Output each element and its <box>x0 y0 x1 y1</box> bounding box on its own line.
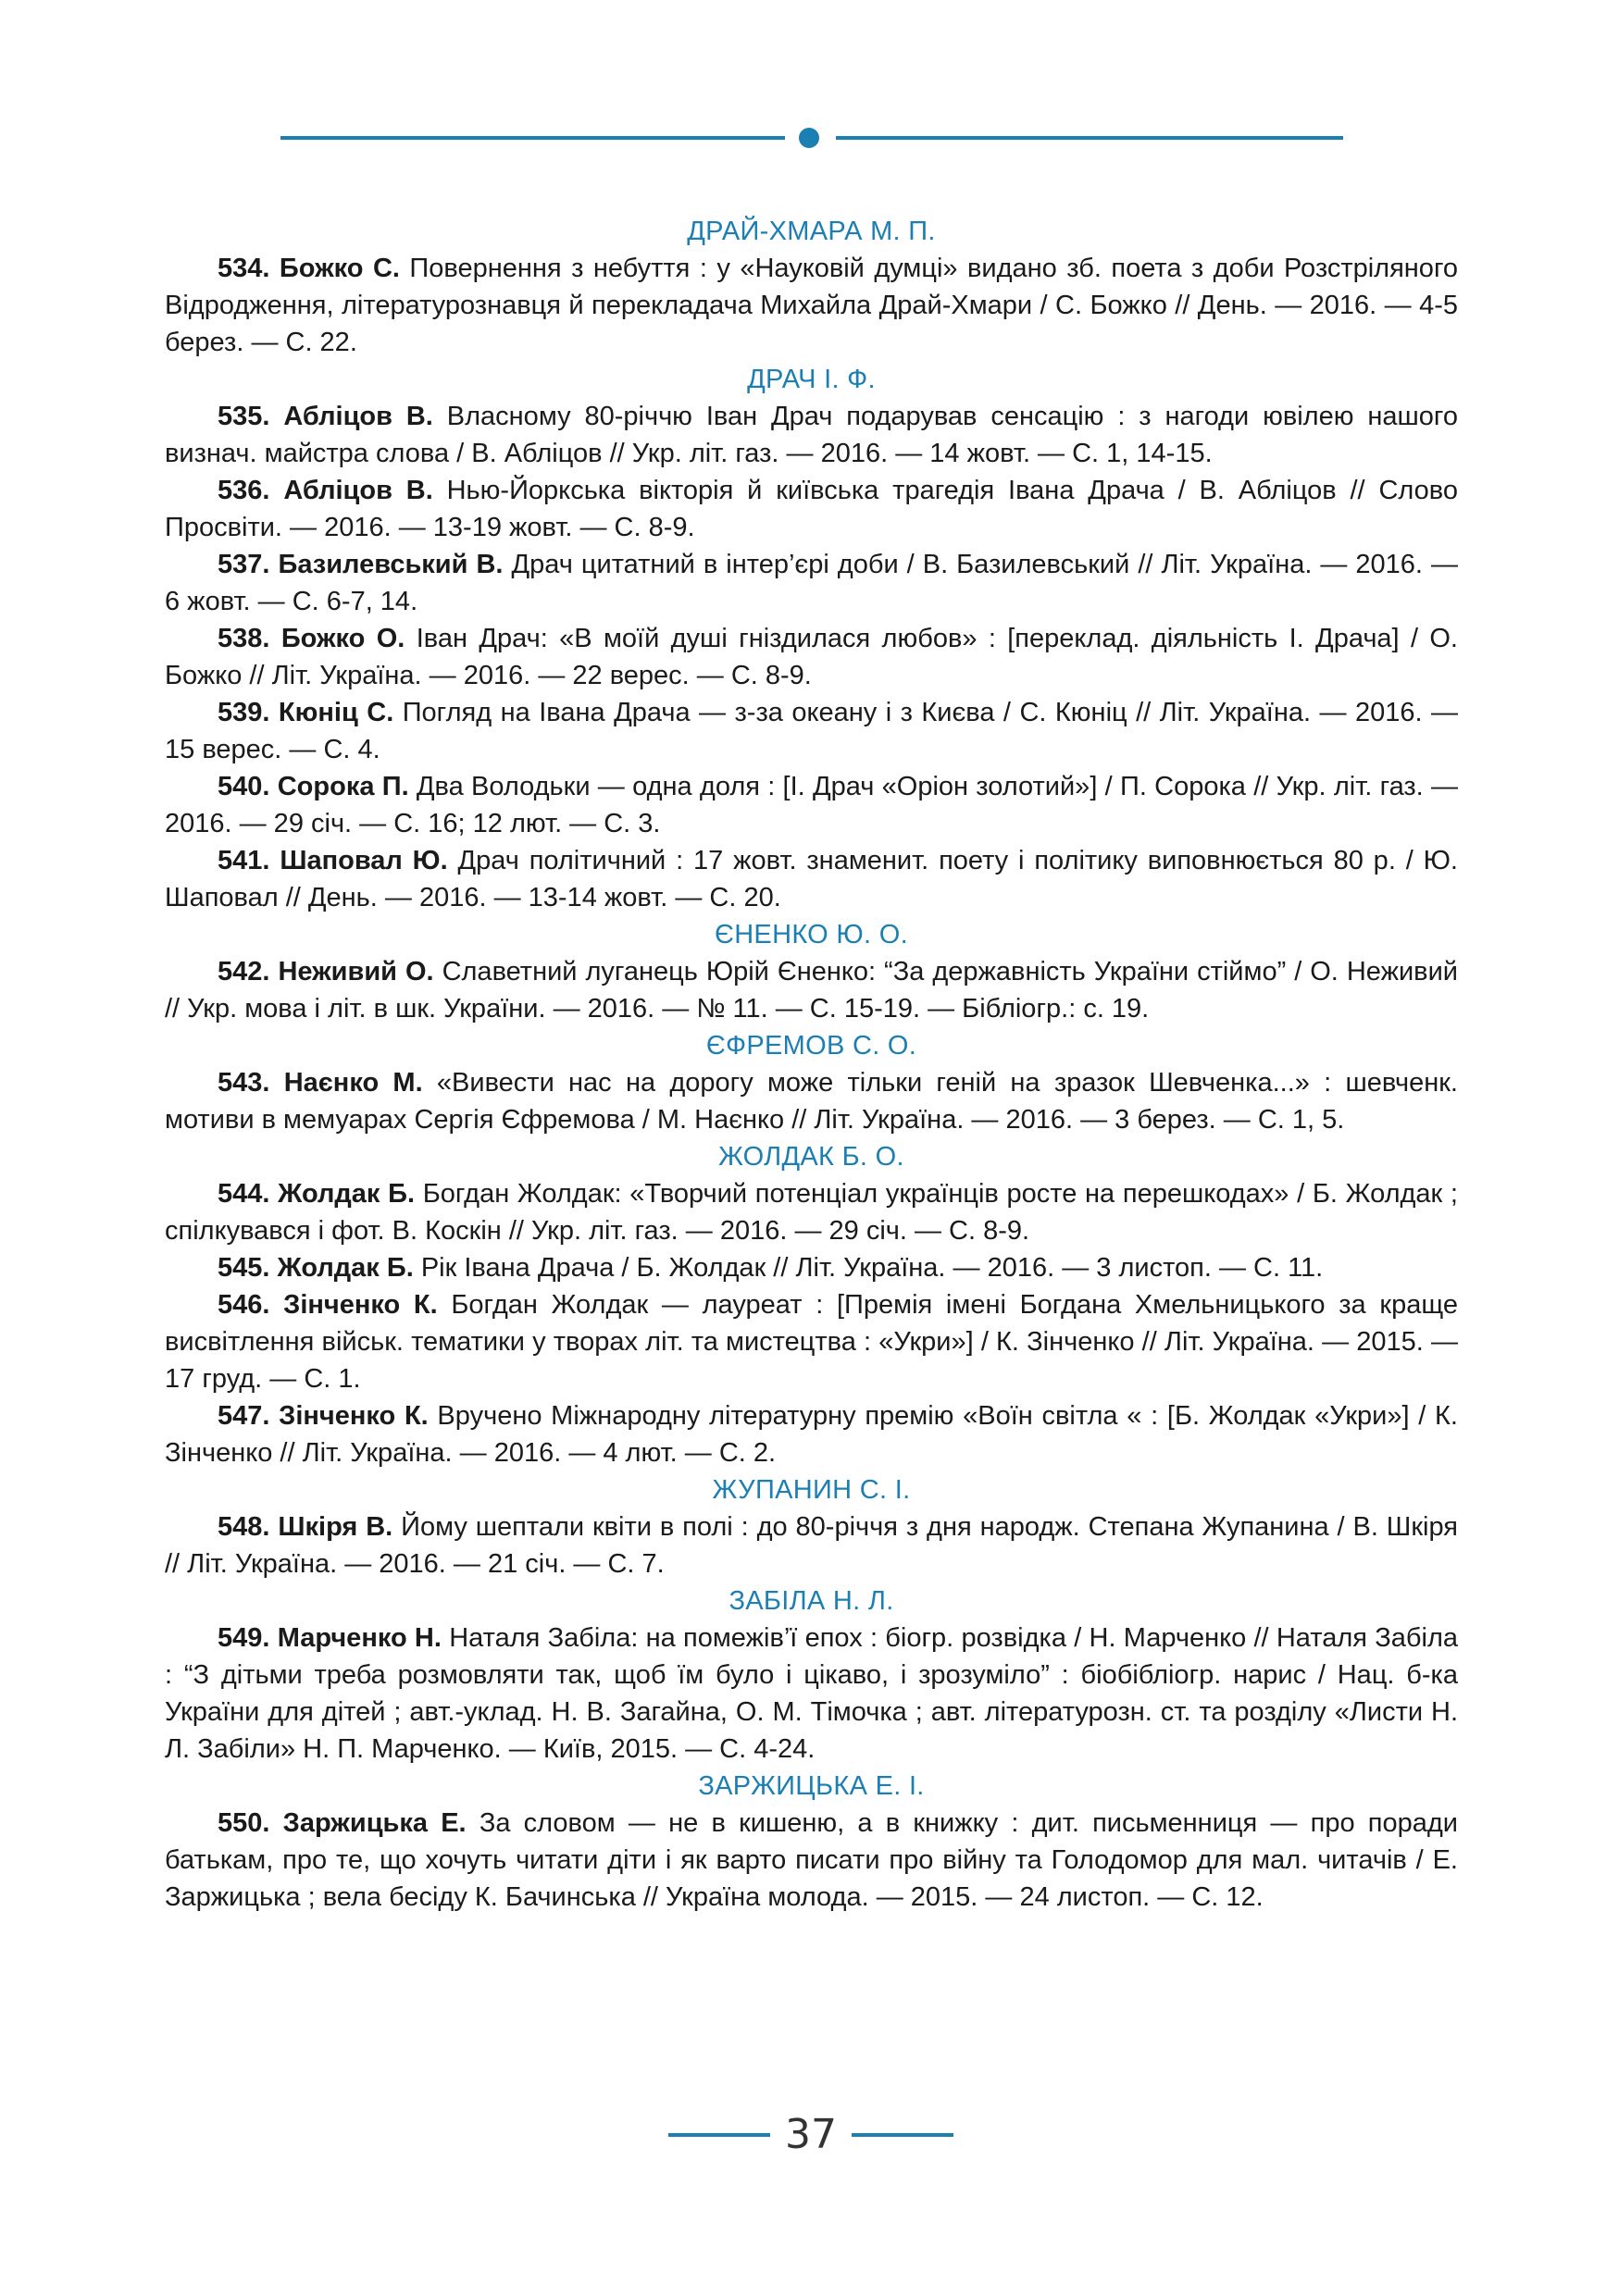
entry-author: Неживий О. <box>278 957 434 987</box>
ornament-line-left <box>280 136 785 140</box>
entry-author: Шкіря В. <box>278 1512 393 1542</box>
entry-text: Драч політичний : 17 жовт. знаменит. поету і політику виповнюється 80 р. / Ю. Шаповал // День. — 2016. — 13-14 жовт. — С. 20. <box>165 846 1458 912</box>
entry-author: Зінченко К. <box>279 1401 429 1431</box>
entry-number: 540. <box>218 772 270 801</box>
bibliography-entry <box>165 1175 1458 1249</box>
entry-number: 536. <box>218 476 270 505</box>
entry-number: 534. <box>218 254 270 283</box>
footer-line-right <box>852 2133 953 2137</box>
entry-author: Жолдак Б. <box>277 1253 414 1283</box>
entry-text: Богдан Жолдак — лауреат : [Премія імені Богдана Хмельницького за краще висвітлення військ. тематики у творах літ. та мистецтва : «Укри»] / К. Зінченко // Літ. Україна. — 2015. — 17 груд. — С. 1. <box>165 1290 1458 1394</box>
bibliography-entry <box>165 620 1458 694</box>
ornament-dot <box>799 128 819 148</box>
entry-author: Марченко Н. <box>277 1623 442 1653</box>
bibliography-entry <box>165 546 1458 620</box>
section-heading: ЖОЛДАК Б. О. <box>718 1142 904 1172</box>
entry-text: Славетний луганець Юрій Єненко: “За державність України стіймо” / О. Неживий // Укр. мова і літ. в шк. України. — 2016. — № 11. — С. 15-19. — Бібліогр.: с. 19. <box>165 957 1458 1024</box>
entry-number: 547. <box>218 1401 270 1431</box>
bibliography-entry <box>165 953 1458 1027</box>
entry-number: 543. <box>218 1068 270 1098</box>
page-number: 37 <box>785 2111 837 2158</box>
entry-number: 537. <box>218 550 270 579</box>
entry-text: Драч цитатний в інтер’єрі доби / В. Базилевський // Літ. Україна. — 2016. — 6 жовт. — С. 6-7, 14. <box>165 550 1459 616</box>
bibliography-entry <box>165 768 1458 842</box>
ornament-line-right <box>836 136 1343 140</box>
entry-author: Абліцов В. <box>283 476 433 505</box>
bibliography-entry <box>165 1286 1458 1397</box>
entry-number: 539. <box>218 698 270 727</box>
entry-author: Жолдак Б. <box>278 1179 416 1209</box>
section-heading: ДРАЙ-ХМАРА М. П. <box>687 217 936 246</box>
bibliography-entry <box>165 1249 1458 1286</box>
section-heading: ЗАБІЛА Н. Л. <box>729 1586 894 1616</box>
entry-text: Нью-Йоркська вікторія й київська трагедія Івана Драча / В. Абліцов // Слово Просвіти. — 2016. — 13-19 жовт. — С. 8-9. <box>165 476 1458 542</box>
entry-number: 549. <box>218 1623 270 1653</box>
entry-author: Шаповал Ю. <box>280 846 448 875</box>
entry-text: Іван Драч: «В моїй душі гніздилася любов» : [переклад. діяльність І. Драча] / О. Божко // Літ. Україна. — 2016. — 22 верес. — С. 8-9. <box>165 624 1458 690</box>
section-heading: ЗАРЖИЦЬКА Е. І. <box>698 1771 925 1801</box>
entry-text: Власному 80-річчю Іван Драч подарував сенсацію : з нагоди ювілею нашого визнач. майстра слова / В. Абліцов // Укр. літ. газ. — 2016. — 14 жовт. — С. 1, 14-15. <box>165 402 1458 468</box>
bibliography-entry <box>165 1397 1458 1471</box>
entry-text: Два Володьки — одна доля : [І. Драч «Оріон золотий»] / П. Сорока // Укр. літ. газ. — 2016. — 29 січ. — С. 16; 12 лют. — С. 3. <box>165 772 1458 838</box>
entry-number: 546. <box>218 1290 270 1320</box>
section-heading: ДРАЧ І. Ф. <box>747 365 876 394</box>
entry-author: Заржицька Е. <box>282 1808 467 1838</box>
entry-text: Йому шептали квіти в полі : до 80-річчя з дня народж. Степана Жупанина / В. Шкіря // Літ. Україна. — 2016. — 21 січ. — С. 7. <box>165 1512 1459 1579</box>
page-footer <box>668 2112 953 2158</box>
bibliography-entry <box>165 398 1458 472</box>
entry-number: 545. <box>218 1253 270 1283</box>
entry-number: 541. <box>218 846 270 875</box>
bibliography-entry <box>165 1805 1458 1916</box>
entry-author: Кюніц С. <box>278 698 394 727</box>
entry-text: Богдан Жолдак: «Творчий потенціал українців росте на перешкодах» / Б. Жолдак ; спілкувався і фот. В. Коскін // Укр. літ. газ. — 2016. — 29 січ. — С. 8-9. <box>165 1179 1458 1246</box>
top-ornament <box>280 128 1343 146</box>
bibliography-entry <box>165 1508 1458 1582</box>
entry-text: Наталя Забіла: на помежів’ї епох : біогр. розвідка / Н. Марченко // Наталя Забіла : “З дітьми треба розмовляти так, щоб їм було і цікаво, і зрозуміло” : біобібліогр. нарис / Нац. б-ка України для дітей ; авт.-уклад. Н. В. Загайна, О. М. Тімочка ; авт. літературозн. ст. та розділу «Листи Н. Л. Забіли» Н. П. Марченко. — Київ, 2015. — С. 4-24. <box>165 1623 1459 1764</box>
entry-author: Сорока П. <box>277 772 409 801</box>
bibliography-entry <box>165 1064 1458 1138</box>
entry-text: Повернення з небуття : у «Науковій думці» видано зб. поета з доби Розстріляного Відродження, літературознавця й перекладача Михайла Драй-Хмари / С. Божко // День. — 2016. — 4-5 берез. — С. 22. <box>165 254 1459 357</box>
section-heading: ЄНЕНКО Ю. О. <box>715 920 908 949</box>
entry-number: 538. <box>218 624 270 653</box>
entry-text: Вручено Міжнародну літературну премію «Воїн світла « : [Б. Жолдак «Укри»] / К. Зінченко // Літ. Україна. — 2016. — 4 лют. — С. 2. <box>165 1401 1458 1468</box>
entry-number: 544. <box>218 1179 270 1209</box>
entry-text: Рік Івана Драча / Б. Жолдак // Літ. Україна. — 2016. — 3 листоп. — С. 11. <box>413 1253 1324 1283</box>
entry-number: 548. <box>218 1512 270 1542</box>
bibliography-entry <box>165 842 1458 916</box>
entry-author: Базилевський В. <box>278 550 504 579</box>
bibliography-entry <box>165 694 1458 768</box>
entry-author: Зінченко К. <box>283 1290 438 1320</box>
bibliography-entry <box>165 1620 1458 1768</box>
entry-text: За словом — не в кишеню, а в книжку : дит. письменниця — про поради батькам, про те, що хочуть читати діти і як варто писати про війну та Голодомор для мал. читачів / Е. Заржицька ; вела бесіду К. Бачинська // Україна молода. — 2015. — 24 листоп. — С. 12. <box>165 1808 1459 1912</box>
entry-author: Наєнко М. <box>283 1068 423 1098</box>
bibliography-content <box>165 213 1458 1916</box>
entry-text: «Вивести нас на дорогу може тільки геній на зразок Шевченка...» : шевченк. мотиви в мемуарах Сергія Єфремова / М. Наєнко // Літ. Україна. — 2016. — 3 берез. — С. 1, 5. <box>165 1068 1458 1135</box>
bibliography-entry <box>165 250 1458 361</box>
entry-author: Абліцов В. <box>283 402 433 431</box>
entry-number: 542. <box>218 957 270 987</box>
entry-text: Погляд на Івана Драча — з-за океану і з Києва / С. Кюніц // Літ. Україна. — 2016. — 15 верес. — С. 4. <box>165 698 1458 764</box>
entry-author: Божко С. <box>279 254 400 283</box>
entry-number: 550. <box>218 1808 270 1838</box>
entry-number: 535. <box>218 402 270 431</box>
bibliography-entry <box>165 472 1458 546</box>
entry-author: Божко О. <box>280 624 405 653</box>
section-heading: ЄФРЕМОВ С. О. <box>705 1031 917 1061</box>
section-heading: ЖУПАНИН С. І. <box>712 1475 911 1505</box>
footer-line-left <box>668 2133 770 2137</box>
